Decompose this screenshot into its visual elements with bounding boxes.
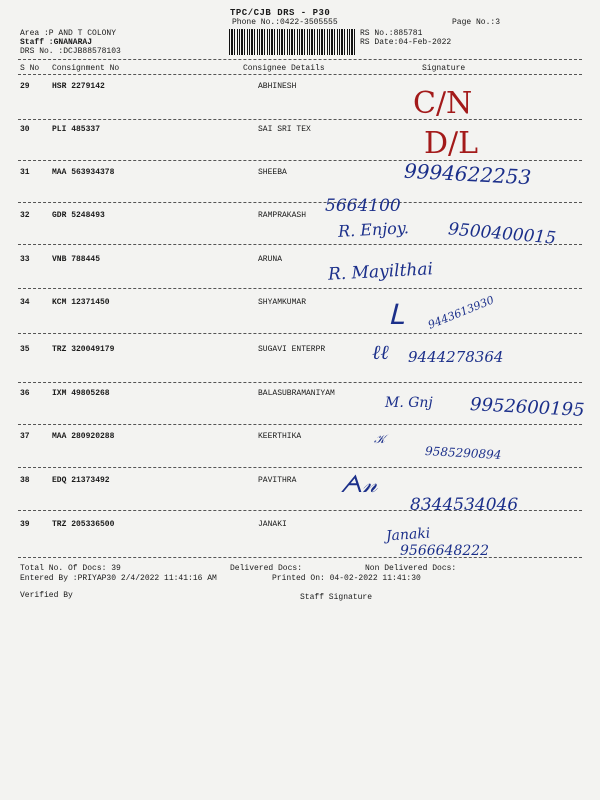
handwritten-initial: 𝒦 bbox=[374, 432, 386, 446]
row-divider bbox=[18, 333, 582, 334]
staff-signature-label: Staff Signature bbox=[300, 593, 373, 602]
row-consignee: RAMPRAKASH bbox=[258, 211, 307, 220]
handwritten-phone: 9994622253 bbox=[403, 158, 532, 190]
row-consignee: JANAKI bbox=[258, 520, 287, 529]
handwritten-signature: Janaki bbox=[385, 525, 431, 545]
table-row bbox=[0, 520, 600, 560]
handwritten-phone: 9566648222 bbox=[400, 543, 490, 559]
delivered-docs: Delivered Docs: bbox=[230, 564, 303, 573]
row-consignee: SHEEBA bbox=[258, 168, 287, 177]
handwritten-cn-mark: C/N bbox=[413, 86, 473, 121]
row-sno: 37 bbox=[20, 432, 30, 441]
divider bbox=[18, 74, 582, 75]
table-row bbox=[0, 255, 600, 295]
printed-on: Printed On: 04-02-2022 11:41:30 bbox=[272, 574, 421, 583]
row-sno: 39 bbox=[20, 520, 30, 529]
row-consignment-no: GDR 5248493 bbox=[52, 211, 105, 220]
table-row bbox=[0, 298, 600, 338]
handwritten-phone: 9443613930 bbox=[426, 293, 496, 332]
row-consignment-no: PLI 485337 bbox=[52, 125, 101, 134]
barcode-image bbox=[229, 29, 355, 55]
verified-by-label: Verified By bbox=[20, 591, 73, 600]
row-sno: 29 bbox=[20, 82, 30, 91]
non-delivered-docs: Non Delivered Docs: bbox=[365, 564, 457, 573]
row-consignee: BALASUBRAMANIYAM bbox=[258, 389, 335, 398]
handwritten-phone: 9585290894 bbox=[424, 444, 502, 462]
row-consignee: SAI SRI TEX bbox=[258, 125, 311, 134]
row-sno: 35 bbox=[20, 345, 30, 354]
row-consignment-no: TRZ 205336500 bbox=[52, 520, 115, 529]
drs-number: DRS No. :DCJB88578103 bbox=[20, 47, 121, 56]
row-consignment-no: EDQ 21373492 bbox=[52, 476, 110, 485]
page-number: Page No.:3 bbox=[452, 18, 501, 27]
handwritten-initial: ᗅ𝓃 bbox=[340, 470, 378, 498]
row-consignee: SUGAVI ENTERPR bbox=[258, 345, 326, 354]
table-row bbox=[0, 432, 600, 472]
handwritten-signature: R. Enjoy. bbox=[337, 218, 410, 241]
row-sno: 34 bbox=[20, 298, 30, 307]
row-sno: 38 bbox=[20, 476, 30, 485]
column-header-sno: S No bbox=[20, 64, 40, 73]
row-divider bbox=[18, 424, 582, 425]
rs-number: RS No.:885781 bbox=[360, 29, 423, 38]
row-consignee: SHYAMKUMAR bbox=[258, 298, 307, 307]
row-sno: 32 bbox=[20, 211, 30, 220]
handwritten-phone: 9444278364 bbox=[408, 348, 504, 366]
row-divider bbox=[18, 382, 582, 383]
area-label: Area :P AND T COLONY bbox=[20, 29, 117, 38]
row-consignment-no: KCM 12371450 bbox=[52, 298, 110, 307]
rs-date: RS Date:04-Feb-2022 bbox=[360, 38, 452, 47]
handwritten-scribble: 5664100 bbox=[325, 196, 401, 216]
sheet-title: TPC/CJB DRS - P30 bbox=[230, 8, 331, 18]
table-row bbox=[0, 125, 600, 165]
row-sno: 31 bbox=[20, 168, 30, 177]
column-header-signature: Signature bbox=[422, 64, 466, 73]
handwritten-phone: 9952600195 bbox=[469, 394, 586, 421]
row-consignment-no: MAA 280920288 bbox=[52, 432, 115, 441]
row-consignee: PAVITHRA bbox=[258, 476, 297, 485]
table-row bbox=[0, 345, 600, 385]
handwritten-signature: R. Mayilthai bbox=[327, 259, 434, 285]
column-header-consignment: Consignment No bbox=[52, 64, 120, 73]
row-consignment-no: TRZ 320049179 bbox=[52, 345, 115, 354]
row-consignee: ARUNA bbox=[258, 255, 283, 264]
row-divider bbox=[18, 160, 582, 161]
column-header-consignee: Consignee Details bbox=[243, 64, 325, 73]
handwritten-dl-mark: D/L bbox=[424, 126, 479, 161]
entered-by: Entered By :PRIYAP30 2/4/2022 11:41:16 AM bbox=[20, 574, 217, 583]
total-docs: Total No. Of Docs: 39 bbox=[20, 564, 121, 573]
row-sno: 33 bbox=[20, 255, 30, 264]
row-consignment-no: IXM 49805268 bbox=[52, 389, 110, 398]
handwritten-phone: 9500400015 bbox=[447, 219, 557, 249]
handwritten-signature: M. Gnj bbox=[385, 395, 433, 411]
divider bbox=[18, 59, 582, 60]
row-divider bbox=[18, 244, 582, 245]
row-consignee: KEERTHIKA bbox=[258, 432, 302, 441]
row-divider bbox=[18, 202, 582, 203]
row-sno: 36 bbox=[20, 389, 30, 398]
row-divider bbox=[18, 288, 582, 289]
row-consignment-no: VNB 788445 bbox=[52, 255, 101, 264]
handwritten-initial: ᒪ bbox=[388, 298, 404, 331]
row-consignment-no: HSR 2279142 bbox=[52, 82, 105, 91]
row-consignee: ABHINESH bbox=[258, 82, 297, 91]
row-divider bbox=[18, 557, 582, 558]
row-divider bbox=[18, 467, 582, 468]
staff-label: Staff :GNANARAJ bbox=[20, 38, 93, 47]
row-sno: 30 bbox=[20, 125, 30, 134]
handwritten-phone: 8344534046 bbox=[410, 495, 519, 515]
row-consignment-no: MAA 563934378 bbox=[52, 168, 115, 177]
handwritten-initial: ℓℓ bbox=[372, 340, 389, 364]
row-divider bbox=[18, 119, 582, 120]
phone-number: Phone No.:0422-3505555 bbox=[232, 18, 338, 27]
table-row bbox=[0, 82, 600, 122]
